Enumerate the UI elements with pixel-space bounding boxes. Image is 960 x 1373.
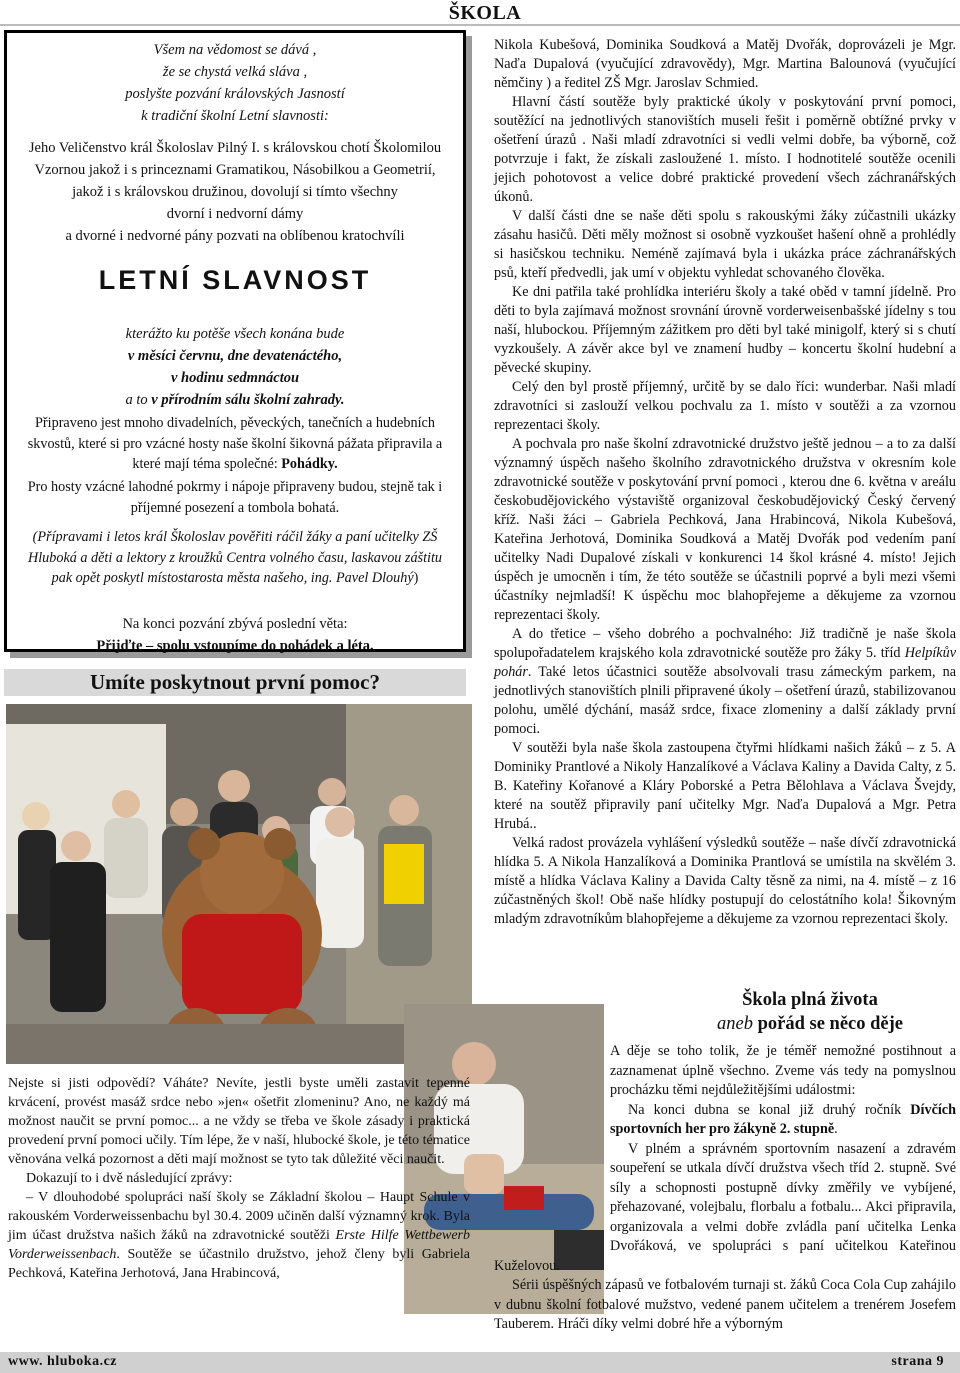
invitation-line: Všem na vědomost se dává , xyxy=(153,42,317,58)
section-title: ŠKOLA xyxy=(448,2,522,24)
paragraph: A pochvala pro naše školní zdravotnické družstvo ještě jednou – a to za další významný úspěch našeho školního zdravotnického družstva v okresním kole zdravotnické soutěže v poskytování první pomoci , kterou dne 6. května v areálu českobudějovického výstaviště organizoval českobudějovický Český červený kříž. Naši žáci – Gabriela Pechková, Jana Hrabincová, Nikola Kubešová, Kateřina Jerhotová, Dominika Soudková a Matěj Dvořák pod vedením paní učitelky Nadi Dupalové získali v konkurenci 14 škol krásné 4. místo! Jejich úspěch je umocněn i tím, že této soutěže se účastnili poprvé a byli mezi všemi účastníky nejmladší! K úspěchu moc blahopřejeme a děkujeme za vzornou reprezentaci školy. xyxy=(494,436,956,623)
invitation-refreshments: Pro hosty vzácné lahodné pokrmy i nápoje připraveny budou, stejně tak i příjemné posezení a tombola bohatá. xyxy=(27,479,443,516)
photo-wrap-spacer xyxy=(494,1042,610,1244)
top-divider xyxy=(0,24,960,26)
invitation-motto: Přijďte – spolu vstoupíme do pohádek a léta. xyxy=(96,638,374,654)
paragraph: Velká radost provázela vyhlášení výsledků soutěže – naše dívčí zdravotnická hlídka 5. A Nikola Hanzalíková a Dominika Prantlová se umístila na skvělém 3. místě a hlídka Václava Kaliny a Davida Calty těsně za nimi, na 4. místě – z 16 zúčastněných škol! Obě naše hlídky postupují do celostátního kola! Šikovným mladým zdravotníkům blahopřejeme a děkujeme za vzornou reprezentaci školy. xyxy=(494,835,956,927)
school-life-title: Škola plná života xyxy=(742,990,878,1010)
first-aid-intro xyxy=(8,1074,470,1283)
invitation-line: kterážto ku potěše všech konána bude xyxy=(125,326,345,342)
footer-bar xyxy=(0,1352,960,1373)
paragraph: Sérii úspěšných zápasů ve fotbalovém turnaji st. žáků Coca Cola Cup zahájilo v dubnu školní fotbalové mužstvo, vedené panem učitelem a trenérem Josefem Tauberem. Hráči díky velmi dobré hře a výborným xyxy=(494,1277,956,1332)
invitation-time: v hodinu sedmnáctou xyxy=(170,370,300,386)
paragraph: – V dlouhodobé spolupráci naší školy se Základní školou – Haupt Schule v rakouském Vorderweissenbachu byl 30.4. 2009 učiněn další významný krok. Byla jim účast družstva našich žáků na zdravotnické soutěži Erste Hilfe Wettbewerb Vorderweissenbach. Soutěže se účastnilo družstvo, jehož členy byli Gabriela Pechková, Kateřina Jerhotová, Jana Hrabincová, xyxy=(8,1190,470,1281)
paragraph: V plném a správném sportovním nasazení a zdravém soupeření se utkala dívčí družstva všech tříd 2. stupně. Své síly a schopnosti postupně dívky změřily ve vybíjené, přehazované, volejbalu, florbalu a fotbalu... Akci připravila, organizovala a velmi dobře zvládla paní učitelka Lenka Dvořáková, ve spolupráci s paní učitelkou Kateřinou Kuželovou. xyxy=(494,1140,956,1274)
school-life-subtitle: aneb pořád se něco děje xyxy=(716,1014,903,1034)
invitation-line: jakož i s královskou družinou, dovolují si tímto všechny xyxy=(72,184,398,200)
paragraph: V soutěži byla naše škola zastoupena čtyřmi hlídkami našich žáků – z 5. A Dominiky Prantlové a Nikoly Hanzalíkové a Václava Kaliny a Davida Calty, z 5. B. Kateřiny Kořanové a Kláry Poborské a Petra Bělohlava a Václava Švejdy, které na soutěž připravily paní učitelky Mgr. Naďa Dupalová a Mgr. Petra Hrubá.. xyxy=(494,740,956,832)
invitation-place: a to v přírodním sálu školní zahrady. xyxy=(125,392,345,408)
invitation-program: Připraveno jest mnoho divadelních, pěveckých, tanečních a hudebních skvostů, které si pro vzácné hosty naše školní šikovná pážata připravila a které mají téma společné: Pohádky. xyxy=(27,415,443,472)
invitation-line: k tradiční školní Letní slavnosti: xyxy=(141,108,329,124)
paragraph: A děje se toho tolik, že je téměř nemožné postihnout a zaznamenat úplně všechno. Zveme vás tedy na pomyslnou procházku těmi nejdůležitějšími událostmi: xyxy=(610,1043,956,1098)
paragraph: A do třetice – všeho dobrého a pochvalného: Již tradičně je naše škola spolupořadatelem krajského kola zdravotnické soutěže pro žáky 5. tříd Helpíkův pohár. Také letos účastnici soutěže absolvovali trasu zámeckým parkem, na jednotlivých stanovištích plnili připravené úkoly – ošetření úrazů, stabilizovanou polohu, umělé dýchání, masáž srdce, fixace zlomeniny a další základy první pomoci. xyxy=(494,626,956,737)
paragraph: Ke dni patřila také prohlídka interiéru školy a také oběd v tamní jídelně. Pro děti to byla zajímavá možnost srovnání úrovně vorderweisenbašské jídelny s tou naší, hlubockou. Příjemným zážitkem pro děti byl také minigolf, který si s chutí vyzkoušely. A závěr akce byl ve znamení hudby – koncertu školní hudební a pěvecké skupiny. xyxy=(494,284,956,376)
invitation-line: Jeho Veličenstvo král Školoslav Pilný I. s královskou chotí Školomilou xyxy=(28,140,442,156)
paragraph: Hlavní částí soutěže byly praktické úkoly v poskytování první pomoci, soutěžící na jednotlivých stanovištích museli řešit i poměrně obtížné prvky v ošetření úrazů . Naši mladí zdravotníci si vedli velmi dobře, ba výborně, což potvrzuje i fakt, že získali zasloužené 1. místo. I hodnotitelé soutěže ocenili jejich pohotovost a velice dobré praktické provedení všech záchranářských úkonů. xyxy=(494,94,956,205)
paragraph: Na konci dubna se konal již druhý ročník Dívčích sportovních her pro žákyně 2. stupně. xyxy=(610,1101,956,1137)
first-aid-article xyxy=(494,36,956,929)
footer-page-number: strana 9 xyxy=(891,1354,944,1369)
invitation-organizers: (Přípravami i letos král Školoslav pověřiti ráčil žáky a paní učitelky ZŠ Hluboká a děti a lektory z kroužků Centra volného času, laskavou záštitu pak opět poskytl místostarosta města našeho, ing. Pavel Dlouhý) xyxy=(27,529,442,586)
invitation-line: poslyšte pozvání královských Jasností xyxy=(125,86,345,102)
invitation-line: Vzornou jakož i s princeznami Gramatikou, Násobilkou a Geometrií, xyxy=(34,162,436,178)
footer-website: www. hluboka.cz xyxy=(8,1354,118,1369)
invitation-line: a dvorné i nedvorné pány pozvati na oblíbenou kratochvíli xyxy=(65,228,405,244)
paragraph: Nejste si jisti odpovědí? Váháte? Nevíte, jestli byste uměli zastavit tepenné krvácení, provést masáž srdce nebo »jen« ošetřit zlomeninu? Ano, ne každý má možnost naučit se první pomoc... a ne vždy se třeba ve škole zásady i praktická provedení první pomoci učily. Tím lépe, že v naší, hlubocké škole, je této tématice věnována velká pozornost a děti mají možnost se tyto tak důležité věci naučit. xyxy=(8,1076,470,1167)
paragraph: Dokazují to i dvě následující zprávy: xyxy=(26,1171,233,1186)
school-life-article xyxy=(494,1042,956,1335)
school-life-heading xyxy=(660,988,960,1036)
paragraph: Nikola Kubešová, Dominika Soudková a Matěj Dvořák, doprovázeli je Mgr. Naďa Dupalová (vyučující zdravovědy), Mgr. Martina Balounová (vyučující němčiny ) a ředitel ZŠ Mgr. Jaroslav Schmied. xyxy=(494,37,956,91)
paragraph: Celý den byl prostě příjemný, určitě by se dalo říci: wunderbar. Naši mladí zdravotníci si zaslouží velkou pochvalu za 1. místo v soutěži a za vzornou reprezentaci školy. xyxy=(494,379,956,433)
group-photo-image xyxy=(6,704,472,1064)
invitation-line: že se chystá velká sláva , xyxy=(162,64,308,80)
invitation-closing: Na konci pozvání zbývá poslední věta: xyxy=(122,616,348,632)
group-photo xyxy=(6,704,472,1064)
invitation-date: v měsíci červnu, dne devatenáctého, xyxy=(127,348,343,364)
first-aid-heading: Umíte poskytnout první pomoc? xyxy=(4,669,466,696)
paragraph: V další části dne se naše děti spolu s rakouskými žáky zúčastnili ukázky zásahu hasičů. Děti měly možnost si osobně vyzkoušet hašení ohně a prohlédly si hasičskou techniku. Neméně zajímavá byla i ukázka práce záchranářských psů, kteří předvedli, jak umí v objektu vyhledat schovaného člověka. xyxy=(494,208,956,281)
invitation-box xyxy=(4,30,466,652)
event-title: LETNÍ SLAVNOST xyxy=(98,265,372,295)
invitation-line: dvorní i nedvorní dámy xyxy=(166,206,304,222)
